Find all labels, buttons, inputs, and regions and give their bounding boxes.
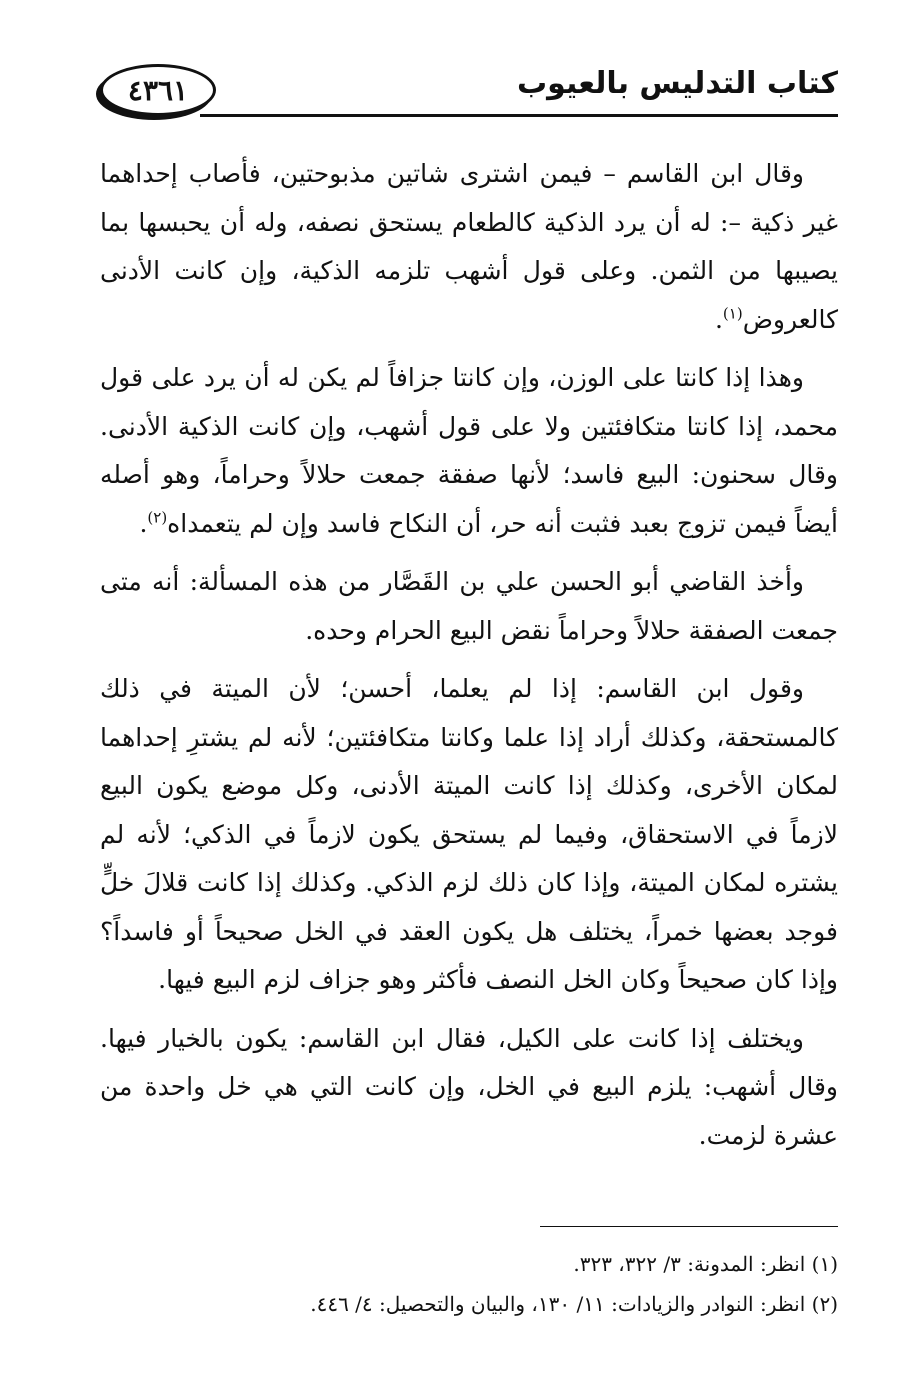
footnote-ref: (١): [722, 304, 743, 323]
paragraph: وقول ابن القاسم: إذا لم يعلما، أحسن؛ لأن الميتة في ذلك كالمستحقة، وكذلك أراد إذا علما وكانتا متكافئتين؛ لأنه لم يشترِ إحداهما لمكان الأخرى، وكذلك إذا كانت الميتة الأدنى، وكل موضع يكون البيع لازماً في الاستحقاق، وفيما لم يستحق يكون لازماً في الذكي؛ لأنه لم يشتره لمكان الميتة، وإذا كان ذلك لزم الذكي. وكذلك إذا كانت قلالَ خلٍّ فوجد بعضها خمراً، يختلف هل يكون العقد في الخل صحيحاً أو فاسداً؟ وإذا كان صحيحاً وكان الخل النصف فأكثر وهو جزاف لزم البيع فيها.: [100, 674, 838, 994]
footnote-ref: (٢): [147, 508, 168, 527]
footnote-1: (١) انظر: المدونة: ٣/ ٣٢٢، ٣٢٣.: [573, 1252, 838, 1276]
page-header: [100, 62, 838, 122]
footnotes: [100, 1244, 838, 1324]
body-text: [100, 150, 838, 1170]
footnote-separator: [540, 1226, 838, 1227]
paragraph: ويختلف إذا كانت على الكيل، فقال ابن القاسم: يكون بالخيار فيها. وقال أشهب: يلزم البيع في الخل، وإن كانت التي هي خل واحدة من عشرة لزمت.: [100, 1023, 838, 1150]
footnote-2: (٢) انظر: النوادر والزيادات: ١١/ ١٣٠، والبيان والتحصيل: ٤/ ٤٤٦.: [310, 1292, 838, 1316]
header-rule: [200, 114, 838, 117]
page-number-badge: [100, 64, 216, 116]
page-number: ٤٣٦١: [127, 73, 189, 107]
paragraph: وقال ابن القاسم – فيمن اشترى شاتين مذبوحتين، فأصاب إحداهما غير ذكية –: له أن يرد الذكية كالطعام يستحق نصفه، وله أن يحبسها بما يصيبها من الثمن. وعلى قول أشهب تلزمه الذكية، وإن كانت الأدنى كالعروض$^{(١)}$.: [100, 159, 838, 334]
paragraph: وأخذ القاضي أبو الحسن علي بن القَصَّار من هذه المسألة: أنه متى جمعت الصفقة حلالاً وحراماً نقض البيع الحرام وحده.: [100, 567, 838, 645]
book-title: كتاب التدليس بالعيوب: [517, 66, 838, 101]
paragraph: وهذا إذا كانتا على الوزن، وإن كانتا جزافاً لم يكن له أن يرد على قول محمد، إذا كانتا متكافئتين ولا على قول أشهب، وإن كانت الذكية الأدنى. وقال سحنون: البيع فاسد؛ لأنها صفقة جمعت حلالاً وحراماً، وهو أصله أيضاً فيمن تزوج بعبد فثبت أنه حر، أن النكاح فاسد وإن لم يتعمداه$^{(٢)}$.: [100, 363, 838, 538]
